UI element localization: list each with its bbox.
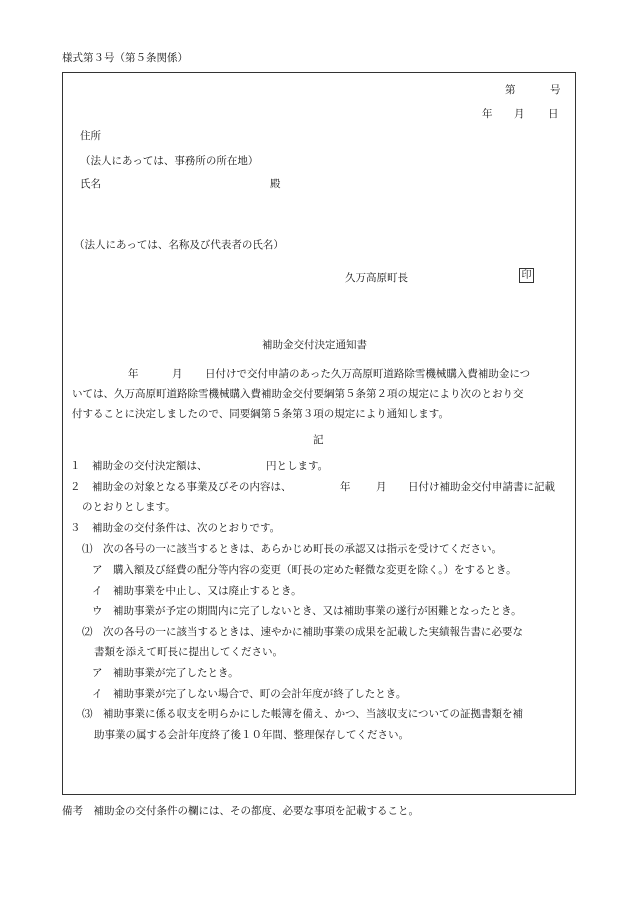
condition-2-a: ア 補助事業が完了したとき。: [92, 667, 239, 679]
seal-mark: [519, 268, 534, 283]
item-1-number: １: [70, 460, 81, 472]
condition-2-line1: ⑵ 次の各号の一に該当するときは、速やかに補助事業の成果を記載した実績報告書に必要な: [82, 626, 523, 638]
condition-1-i: イ 補助事業を中止し、又は廃止するとき。: [92, 585, 302, 597]
intro-line3: 付することに決定しましたので、同要綱第５条第３項の規定により通知します。: [72, 408, 449, 420]
condition-3-line2: 助事業の属する会計年度終了後１０年間、整理保存してください。: [94, 729, 409, 741]
item-2-text-a: 補助金の対象となる事業及びその内容は、: [92, 481, 292, 493]
sender-name: 久万高原町長: [345, 272, 408, 284]
condition-3-line1: ⑶ 補助事業に係る収支を明らかにした帳簿を備え、かつ、当該収支についての証拠書類を補: [82, 708, 523, 720]
condition-2-i: イ 補助事業が完了しない場合で、町の会計年度が終了したとき。: [92, 688, 407, 700]
footnote: 備考 補助金の交付条件の欄には、その都度、必要な事項を記載すること。: [62, 805, 419, 817]
doc-number-go: 号: [550, 84, 561, 96]
intro-line1: 日付けで交付申請のあった久万高原町道路除雪機械購入費補助金につ: [205, 368, 531, 380]
date-year: 年: [482, 108, 493, 120]
form-number: 様式第３号（第５条関係）: [62, 52, 188, 64]
item-2-number: ２: [70, 481, 81, 493]
item-2-line2: のとおりとします。: [82, 501, 176, 513]
intro-month: 月: [172, 368, 183, 380]
condition-1-u: ウ 補助事業が予定の期間内に完了しないとき、又は補助事業の遂行が困難となったとき。: [92, 605, 522, 617]
item-2-text-b: 日付け補助金交付申請書に記載: [408, 481, 555, 493]
item-1-text-a: 補助金の交付決定額は、: [92, 460, 208, 472]
item-1-text-b: 円とします。: [266, 460, 329, 472]
item-2-year: 年: [340, 481, 351, 493]
item-2-month: 月: [376, 481, 387, 493]
intro-line2: いては、久万高原町道路除雪機械購入費補助金交付要綱第５条第２項の規定により次のとおり交: [72, 388, 524, 400]
condition-1: ⑴ 次の各号の一に該当するときは、あらかじめ町長の承認又は指示を受けてください。: [82, 543, 502, 555]
doc-number-dai: 第: [505, 84, 516, 96]
seal-stamp-icon: 印: [519, 268, 534, 283]
honorific: 殿: [270, 178, 281, 190]
address-note: （法人にあっては、事務所の所在地）: [80, 155, 259, 167]
address-label: 住所: [80, 130, 101, 142]
ki-heading: 記: [313, 434, 324, 446]
item-3-number: ３: [70, 522, 81, 534]
intro-year: 年: [128, 368, 139, 380]
condition-2-line2: 書類を添えて町長に提出してください。: [94, 646, 283, 658]
item-3-text: 補助金の交付条件は、次のとおりです。: [92, 522, 281, 534]
date-day: 日: [548, 108, 559, 120]
date-month: 月: [514, 108, 525, 120]
condition-1-a: ア 購入額及び経費の配分等内容の変更（町長の定めた軽微な変更を除く。）をするとき。: [92, 564, 517, 576]
name-label: 氏名: [80, 178, 101, 190]
page-title: 補助金交付決定通知書: [262, 339, 367, 351]
name-note: （法人にあっては、名称及び代表者の氏名）: [74, 239, 284, 251]
